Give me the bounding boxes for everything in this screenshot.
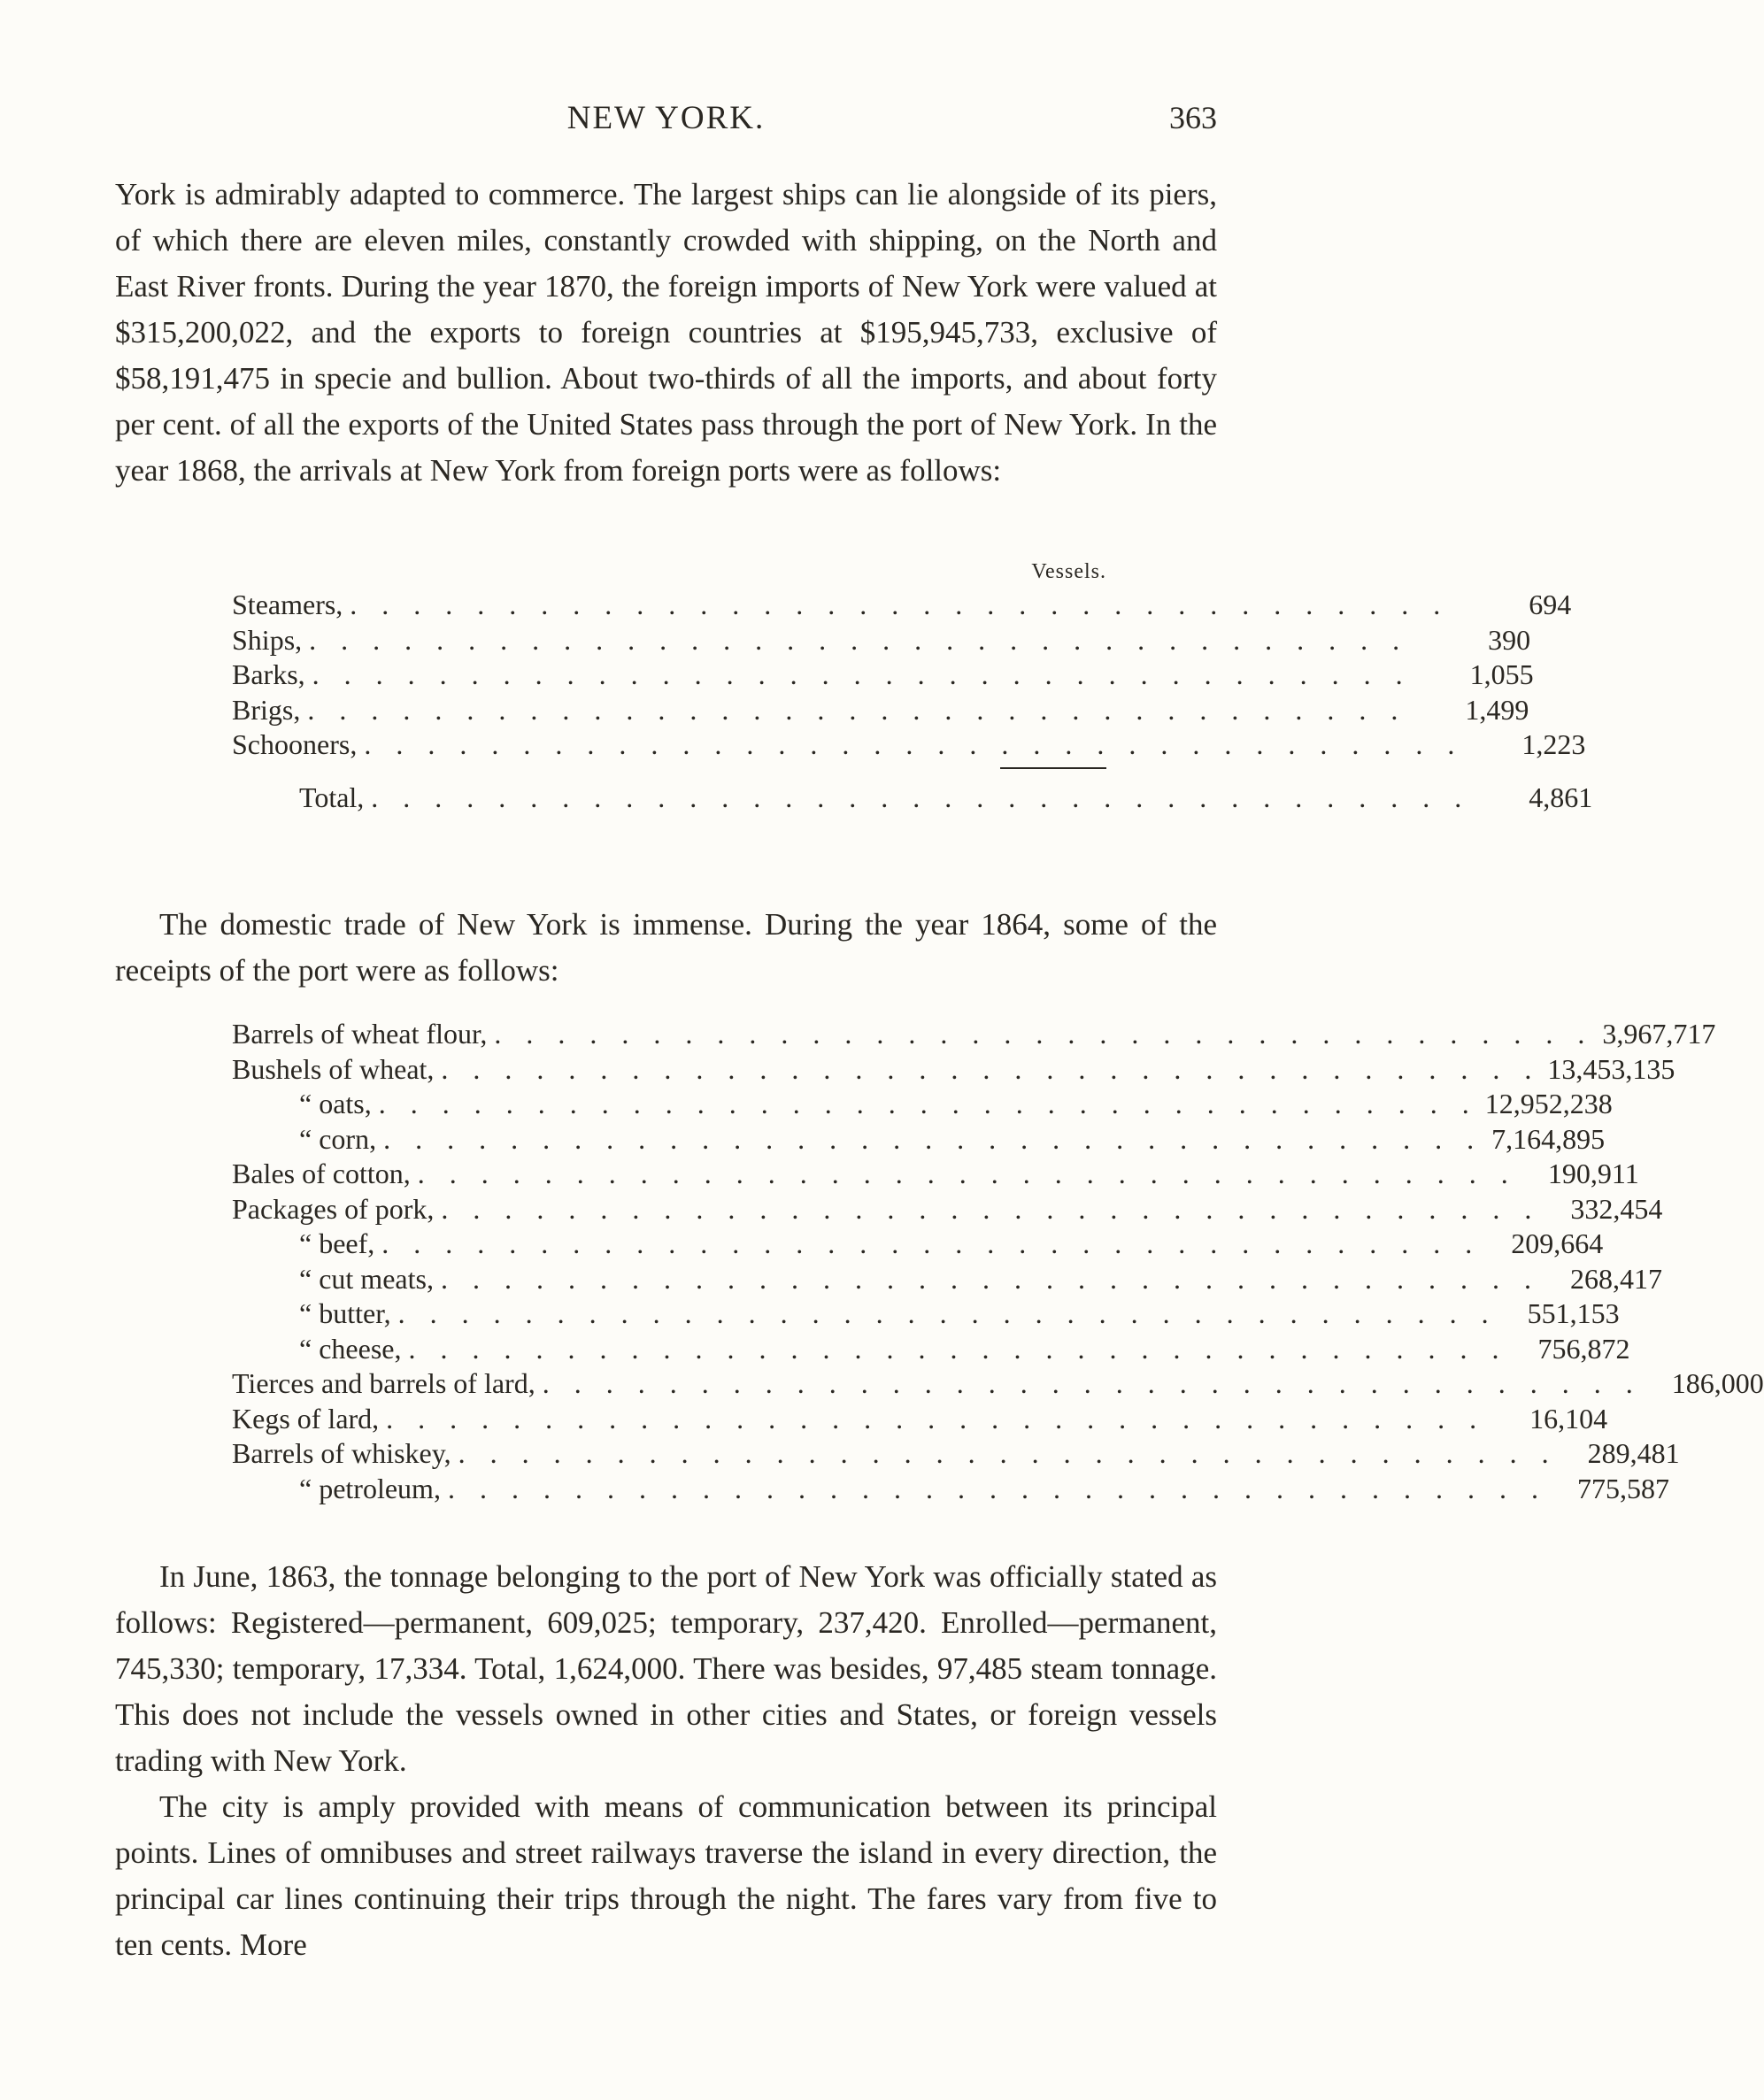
row-label: “ cheese, <box>299 1332 402 1365</box>
running-title: NEW YORK. <box>566 100 766 136</box>
table-row <box>232 1122 1606 1158</box>
row-value: 1,223 <box>1521 728 1586 760</box>
row-value: 332,454 <box>1570 1192 1663 1225</box>
table-row <box>232 1262 1662 1298</box>
table-row <box>232 1332 1630 1368</box>
arrivals-total-row <box>232 781 1593 817</box>
row-label: Schooners, <box>232 728 358 760</box>
table-row <box>232 1192 1663 1228</box>
receipts-table <box>232 1018 1764 1507</box>
table-row <box>232 588 1572 624</box>
row-label: “ beef, <box>299 1227 375 1259</box>
table-row <box>232 1158 1639 1193</box>
row-value: 190,911 <box>1547 1158 1639 1189</box>
leader-dots: . . . . . . . . . . . . . . . . . . . . . . . . . . . . . . . . . . . <box>350 588 1450 620</box>
row-value: 1,499 <box>1465 693 1529 726</box>
row-value: 16,104 <box>1529 1402 1608 1435</box>
row-label: “ corn, <box>299 1122 377 1155</box>
paragraph-commerce <box>115 172 1217 494</box>
paragraph-3: In June, 1863, the tonnage belonging to the port of New York was officially stated as follows: Registered—permanent, 609,025; temporary, 237,420. Enrolled—permanent, 745,330; temporary, 17,334. Total, 1,624,000. There was besides, 97,485 steam tonnage. This does not include the vessels owned in other cities and States, or foreign vessels trading with New York. <box>115 1559 1217 1778</box>
row-label: “ butter, <box>299 1297 391 1329</box>
leader-dots: . . . . . . . . . . . . . . . . . . . . . . . . . . . . . . . . . . . <box>386 1402 1486 1435</box>
vessels-column-head: Vessels. <box>1031 560 1106 583</box>
table-row <box>232 1018 1716 1053</box>
table-row <box>232 1437 1680 1473</box>
row-value: 3,967,717 <box>1602 1018 1716 1050</box>
row-label: “ cut meats, <box>299 1262 434 1295</box>
leader-dots: . . . . . . . . . . . . . . . . . . . . . . . . . . . . . . . . . . . <box>458 1437 1558 1469</box>
row-value: 756,872 <box>1537 1332 1630 1365</box>
receipts-rows <box>232 1018 1764 1507</box>
leader-dots: . . . . . . . . . . . . . . . . . . . . . . . . . . . . . . . . . . . <box>371 781 1471 813</box>
paragraph-tonnage <box>115 1554 1217 1968</box>
table-row <box>232 1297 1620 1333</box>
leader-dots: . . . . . . . . . . . . . . . . . . . . . . . . . . . . . . . . . . . <box>447 1472 1547 1504</box>
leader-dots: . . . . . . . . . . . . . . . . . . . . . . . . . . . . . . . . . . . <box>441 1192 1541 1225</box>
table-row <box>232 658 1534 694</box>
table-row <box>232 1052 1675 1088</box>
running-header <box>115 96 1217 140</box>
leader-dots: . . . . . . . . . . . . . . . . . . . . . . . . . . . . . . . . . . . <box>312 658 1412 690</box>
arrivals-table <box>232 560 1593 816</box>
leader-dots: . . . . . . . . . . . . . . . . . . . . . . . . . . . . . . . . . . . <box>542 1367 1642 1399</box>
leader-dots: . . . . . . . . . . . . . . . . . . . . . . . . . . . . . . . . . . . <box>309 623 1409 656</box>
row-label: Steamers, <box>232 588 343 620</box>
row-value: 186,000 <box>1671 1367 1764 1399</box>
leader-dots: . . . . . . . . . . . . . . . . . . . . . . . . . . . . . . . . . . . <box>440 1262 1540 1295</box>
row-value: 390 <box>1488 623 1531 656</box>
row-value: 209,664 <box>1511 1227 1604 1259</box>
table-row <box>232 1367 1764 1403</box>
table-row <box>232 1227 1604 1263</box>
row-label: Ships, <box>232 623 303 656</box>
row-value: 775,587 <box>1576 1472 1669 1504</box>
row-value: 289,481 <box>1587 1437 1680 1469</box>
leader-dots: . . . . . . . . . . . . . . . . . . . . . . . . . . . . . . . . . . . <box>441 1052 1541 1085</box>
row-label: Tierces and barrels of lard, <box>232 1367 535 1399</box>
leader-dots: . . . . . . . . . . . . . . . . . . . . . . . . . . . . . . . . . . . <box>381 1227 1482 1259</box>
table-row <box>232 1402 1608 1438</box>
row-label: Bales of cotton, <box>232 1158 411 1189</box>
arrivals-total-value: 4,861 <box>1529 781 1593 813</box>
row-value: 1,055 <box>1469 658 1534 690</box>
row-value: 13,453,135 <box>1547 1052 1675 1085</box>
row-value: 551,153 <box>1527 1297 1620 1329</box>
leader-dots: . . . . . . . . . . . . . . . . . . . . . . . . . . . . . . . . . . . <box>408 1332 1508 1365</box>
row-value: 268,417 <box>1569 1262 1662 1295</box>
leader-dots: . . . . . . . . . . . . . . . . . . . . . . . . . . . . . . . . . . . <box>307 693 1407 726</box>
page-number: 363 <box>1169 100 1217 135</box>
total-rule <box>1000 767 1106 781</box>
table-row <box>232 728 1586 764</box>
arrivals-rows <box>232 588 1586 764</box>
arrivals-total-label: Total, <box>299 781 365 813</box>
paragraph-domestic-trade <box>115 902 1217 994</box>
row-value: 7,164,895 <box>1491 1122 1606 1155</box>
row-value: 12,952,238 <box>1484 1088 1613 1119</box>
paragraph-4: The city is amply provided with means of communication between its principal points. Lines of omnibuses and street railways traverse the island in every direction, the principal car lines continuing their trips through the night. The fares vary from five to ten cents. More <box>115 1789 1217 1962</box>
row-label: Bushels of wheat, <box>232 1052 435 1085</box>
paragraph-2: The domestic trade of New York is immense. During the year 1864, some of the receipts of the port were as follows: <box>115 907 1217 988</box>
row-label: Brigs, <box>232 693 301 726</box>
row-label: Packages of pork, <box>232 1192 435 1225</box>
leader-dots: . . . . . . . . . . . . . . . . . . . . . . . . . . . . . . . . . . . <box>364 728 1464 760</box>
table-row <box>232 1088 1613 1123</box>
row-label: “ oats, <box>299 1088 372 1119</box>
leader-dots: . . . . . . . . . . . . . . . . . . . . . . . . . . . . . . . . . . . <box>397 1297 1498 1329</box>
table-row <box>232 623 1531 659</box>
row-label: Kegs of lard, <box>232 1402 380 1435</box>
table-row <box>232 693 1529 729</box>
leader-dots: . . . . . . . . . . . . . . . . . . . . . . . . . . . . . . . . . . . <box>494 1018 1594 1050</box>
table-row <box>232 1472 1669 1508</box>
leader-dots: . . . . . . . . . . . . . . . . . . . . . . . . . . . . . . . . . . . <box>417 1158 1517 1189</box>
row-label: Barrels of wheat flour, <box>232 1018 488 1050</box>
row-value: 694 <box>1529 588 1572 620</box>
row-label: Barrels of whiskey, <box>232 1437 451 1469</box>
leader-dots: . . . . . . . . . . . . . . . . . . . . . . . . . . . . . . . . . . . <box>383 1122 1483 1155</box>
leader-dots: . . . . . . . . . . . . . . . . . . . . . . . . . . . . . . . . . . . <box>378 1088 1478 1119</box>
row-label: Barks, <box>232 658 305 690</box>
row-label: “ petroleum, <box>299 1472 441 1504</box>
paragraph-1: York is admirably adapted to commerce. The largest ships can lie alongside of its piers, of which there are eleven miles, constantly crowded with shipping, on the North and East River fronts. During the year 1870, the foreign imports of New York were valued at $315,200,022, and the exports to foreign countries at $195,945,733, exclusive of $58,191,475 in specie and bullion. About two-thirds of all the imports, and about forty per cent. of all the exports of the United States pass through the port of New York. In the year 1868, the arrivals at New York from foreign ports were as follows: <box>115 177 1217 488</box>
